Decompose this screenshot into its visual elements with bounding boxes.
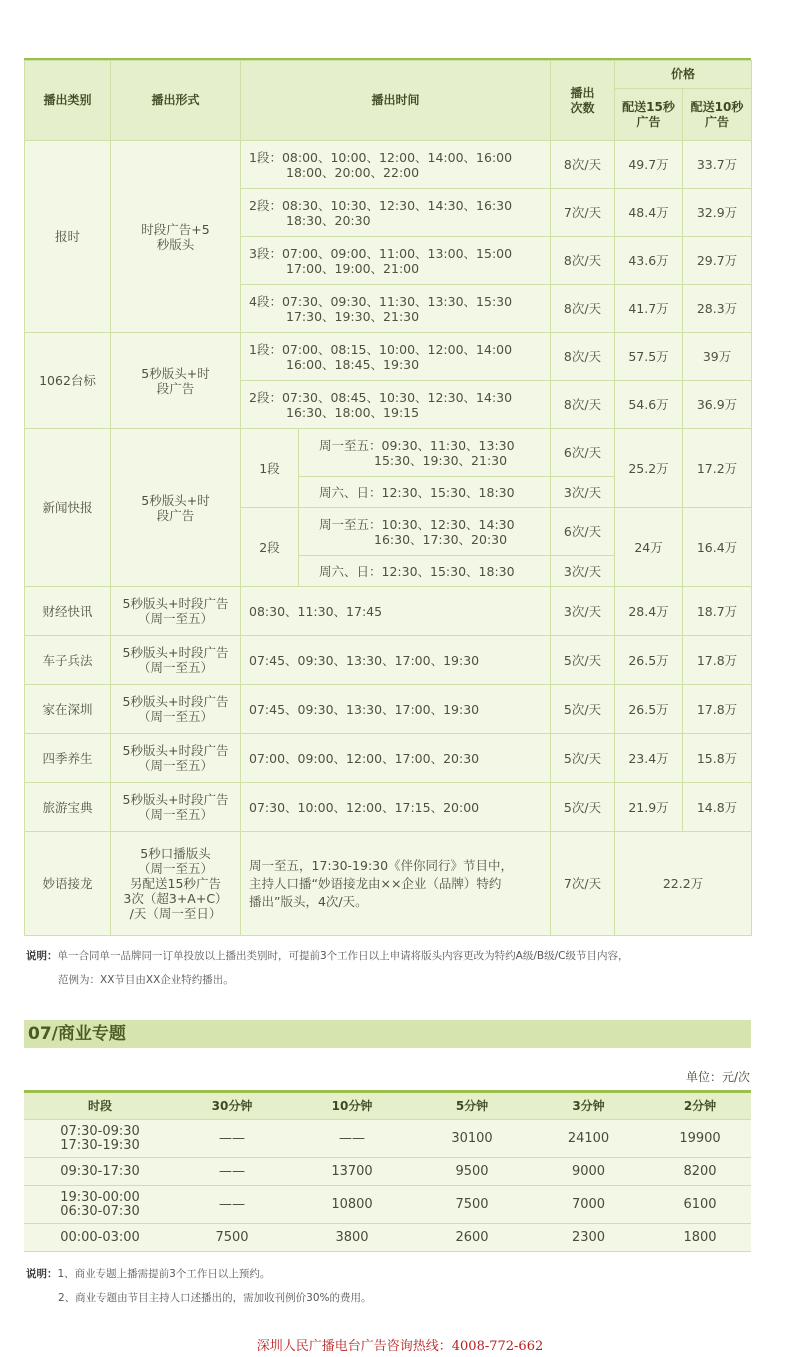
category-cell: 报时 xyxy=(25,141,111,333)
price-15s-cell: 41.7万 xyxy=(615,285,683,333)
price-30min-cell: —— xyxy=(176,1158,288,1186)
schedule-cell: 2段：08:30、10:30、12:30、14:30、16:30 18:30、20:30 xyxy=(241,189,551,237)
header-price: 价格 xyxy=(615,61,752,89)
category-cell: 财经快讯 xyxy=(25,587,111,636)
price-10s-cell: 18.7万 xyxy=(683,587,752,636)
header-30min: 30分钟 xyxy=(176,1092,288,1120)
form-cell: 5秒版头+时段广告 （周一至五） xyxy=(111,587,241,636)
table-row xyxy=(25,333,752,381)
header-10min: 10分钟 xyxy=(288,1092,416,1120)
freq-cell: 3次/天 xyxy=(551,477,615,508)
schedule-cell: 07:00、09:00、12:00、17:00、20:30 xyxy=(241,734,551,783)
price-15s-cell: 57.5万 xyxy=(615,333,683,381)
price-15s-cell: 43.6万 xyxy=(615,237,683,285)
freq-cell: 8次/天 xyxy=(551,333,615,381)
category-cell: 新闻快报 xyxy=(25,429,111,587)
form-cell: 5秒口播版头 （周一至五） 另配送15秒广告 3次（超3+A+C） /天（周一至日） xyxy=(111,832,241,936)
price-10s-cell: 16.4万 xyxy=(683,508,752,587)
price-3min-cell: 2300 xyxy=(528,1224,649,1252)
category-cell: 妙语接龙 xyxy=(25,832,111,936)
schedule-cell: 周一至五：09:30、11:30、13:30 15:30、19:30、21:30 xyxy=(299,429,551,477)
price-2min-cell: 8200 xyxy=(649,1158,751,1186)
note-2: 说明：1、商业专题上播需提前3个工作日以上预约。 2、商业专题由节目主持人口述播出的，需加收刊例价30%的费用。 xyxy=(26,1268,372,1304)
header-price-15s: 配送15秒广告 xyxy=(615,89,683,141)
table-row xyxy=(24,1120,751,1158)
price-15s-cell: 54.6万 xyxy=(615,381,683,429)
freq-cell: 6次/天 xyxy=(551,429,615,477)
price-10min-cell: —— xyxy=(288,1120,416,1158)
form-cell: 5秒版头+时段广告 （周一至五） xyxy=(111,636,241,685)
category-cell: 车子兵法 xyxy=(25,636,111,685)
table-row xyxy=(24,1186,751,1224)
schedule-cell: 1段：07:00、08:15、10:00、12:00、14:00 16:00、18:45、19:30 xyxy=(241,333,551,381)
header-freq: 播出次数 xyxy=(551,61,615,141)
price-5min-cell: 9500 xyxy=(416,1158,528,1186)
price-10s-cell: 17.8万 xyxy=(683,636,752,685)
price-3min-cell: 24100 xyxy=(528,1120,649,1158)
form-cell: 5秒版头+时段广告 （周一至五） xyxy=(111,783,241,832)
unit-label: 单位：元/次 xyxy=(685,1070,750,1084)
price-15s-cell: 24万 xyxy=(615,508,683,587)
price-10s-cell: 14.8万 xyxy=(683,783,752,832)
table-row xyxy=(25,587,752,636)
price-15s-cell: 48.4万 xyxy=(615,189,683,237)
price-5min-cell: 2600 xyxy=(416,1224,528,1252)
table-row xyxy=(25,832,752,936)
table-row xyxy=(25,783,752,832)
schedule-cell: 2段：07:30、08:45、10:30、12:30、14:30 16:30、18:00、19:15 xyxy=(241,381,551,429)
price-10s-cell: 39万 xyxy=(683,333,752,381)
pricing-table xyxy=(24,60,752,936)
price-3min-cell: 7000 xyxy=(528,1186,649,1224)
price-10s-cell: 32.9万 xyxy=(683,189,752,237)
price-10min-cell: 13700 xyxy=(288,1158,416,1186)
table-row xyxy=(25,636,752,685)
form-cell: 5秒版头+时段广告 xyxy=(111,429,241,587)
header-time: 播出时间 xyxy=(241,61,551,141)
header-period: 时段 xyxy=(24,1092,176,1120)
note-1: 说明：单一合同单一品牌同一订单投放以上播出类别时，可提前3个工作日以上申请将版头内容更改为特约A级/B级/C级节目内容， 范例为：XX节目由XX企业特约播出。 xyxy=(26,950,629,986)
hotline-footer: 深圳人民广播电台广告咨询热线：4008-772-662 xyxy=(256,1339,544,1354)
section-title-bar xyxy=(24,1020,751,1048)
price-10s-cell: 15.8万 xyxy=(683,734,752,783)
schedule-cell: 08:30、11:30、17:45 xyxy=(241,587,551,636)
schedule-cell: 4段：07:30、09:30、11:30、13:30、15:30 17:30、19:30、21:30 xyxy=(241,285,551,333)
price-15s-cell: 28.4万 xyxy=(615,587,683,636)
schedule-cell: 07:30、10:00、12:00、17:15、20:00 xyxy=(241,783,551,832)
price-15s-cell: 26.5万 xyxy=(615,636,683,685)
header-2min: 2分钟 xyxy=(649,1092,751,1120)
header-form: 播出形式 xyxy=(111,61,241,141)
period-cell: 00:00-03:00 xyxy=(24,1224,176,1252)
freq-cell: 8次/天 xyxy=(551,141,615,189)
segment-cell: 1段 xyxy=(241,429,299,508)
price-2min-cell: 1800 xyxy=(649,1224,751,1252)
header-5min: 5分钟 xyxy=(416,1092,528,1120)
price-30min-cell: 7500 xyxy=(176,1224,288,1252)
freq-cell: 5次/天 xyxy=(551,783,615,832)
price-10s-cell: 17.2万 xyxy=(683,429,752,508)
freq-cell: 5次/天 xyxy=(551,636,615,685)
topic-pricing-table xyxy=(24,1090,751,1252)
table-row xyxy=(25,685,752,734)
price-10s-cell: 36.9万 xyxy=(683,381,752,429)
form-cell: 5秒版头+时段广告 （周一至五） xyxy=(111,685,241,734)
price-15s-cell: 26.5万 xyxy=(615,685,683,734)
price-30min-cell: —— xyxy=(176,1186,288,1224)
freq-cell: 3次/天 xyxy=(551,587,615,636)
period-cell: 07:30-09:30 17:30-19:30 xyxy=(24,1120,176,1158)
schedule-cell: 周六、日：12:30、15:30、18:30 xyxy=(299,477,551,508)
freq-cell: 5次/天 xyxy=(551,734,615,783)
freq-cell: 6次/天 xyxy=(551,508,615,556)
price-10s-cell: 29.7万 xyxy=(683,237,752,285)
freq-cell: 7次/天 xyxy=(551,832,615,936)
header-3min: 3分钟 xyxy=(528,1092,649,1120)
section-title: 07/商业专题 xyxy=(28,1024,126,1044)
price-15s-cell: 49.7万 xyxy=(615,141,683,189)
category-cell: 家在深圳 xyxy=(25,685,111,734)
header-category: 播出类别 xyxy=(25,61,111,141)
price-5min-cell: 30100 xyxy=(416,1120,528,1158)
price-10min-cell: 10800 xyxy=(288,1186,416,1224)
freq-cell: 7次/天 xyxy=(551,189,615,237)
table-row xyxy=(24,1158,751,1186)
table-row xyxy=(25,141,752,189)
schedule-cell: 1段：08:00、10:00、12:00、14:00、16:00 18:00、20:00、22:00 xyxy=(241,141,551,189)
category-cell: 1062台标 xyxy=(25,333,111,429)
price-15s-cell: 21.9万 xyxy=(615,783,683,832)
form-cell: 5秒版头+时段广告 （周一至五） xyxy=(111,734,241,783)
price-30min-cell: —— xyxy=(176,1120,288,1158)
price-cell: 22.2万 xyxy=(615,832,752,936)
freq-cell: 3次/天 xyxy=(551,556,615,587)
category-cell: 四季养生 xyxy=(25,734,111,783)
period-cell: 19:30-00:00 06:30-07:30 xyxy=(24,1186,176,1224)
schedule-cell: 周六、日：12:30、15:30、18:30 xyxy=(299,556,551,587)
price-2min-cell: 19900 xyxy=(649,1120,751,1158)
freq-cell: 8次/天 xyxy=(551,381,615,429)
schedule-cell: 07:45、09:30、13:30、17:00、19:30 xyxy=(241,685,551,734)
table-row xyxy=(24,1224,751,1252)
price-15s-cell: 23.4万 xyxy=(615,734,683,783)
category-cell: 旅游宝典 xyxy=(25,783,111,832)
price-10s-cell: 28.3万 xyxy=(683,285,752,333)
price-10s-cell: 17.8万 xyxy=(683,685,752,734)
freq-cell: 8次/天 xyxy=(551,285,615,333)
schedule-cell: 周一至五：10:30、12:30、14:30 16:30、17:30、20:30 xyxy=(299,508,551,556)
table-row xyxy=(25,429,752,477)
price-2min-cell: 6100 xyxy=(649,1186,751,1224)
form-cell: 时段广告+5秒版头 xyxy=(111,141,241,333)
period-cell: 09:30-17:30 xyxy=(24,1158,176,1186)
table-row xyxy=(25,734,752,783)
schedule-cell: 周一至五，17:30-19:30《伴你同行》节目中， 主持人口播“妙语接龙由××企业（品牌）特约 播出”版头，4次/天。 xyxy=(241,832,551,936)
price-5min-cell: 7500 xyxy=(416,1186,528,1224)
price-3min-cell: 9000 xyxy=(528,1158,649,1186)
price-10s-cell: 33.7万 xyxy=(683,141,752,189)
header-price-10s: 配送10秒广告 xyxy=(683,89,752,141)
form-cell: 5秒版头+时段广告 xyxy=(111,333,241,429)
freq-cell: 5次/天 xyxy=(551,685,615,734)
price-10min-cell: 3800 xyxy=(288,1224,416,1252)
schedule-cell: 07:45、09:30、13:30、17:00、19:30 xyxy=(241,636,551,685)
price-15s-cell: 25.2万 xyxy=(615,429,683,508)
schedule-cell: 3段：07:00、09:00、11:00、13:00、15:00 17:00、19:00、21:00 xyxy=(241,237,551,285)
segment-cell: 2段 xyxy=(241,508,299,587)
freq-cell: 8次/天 xyxy=(551,237,615,285)
